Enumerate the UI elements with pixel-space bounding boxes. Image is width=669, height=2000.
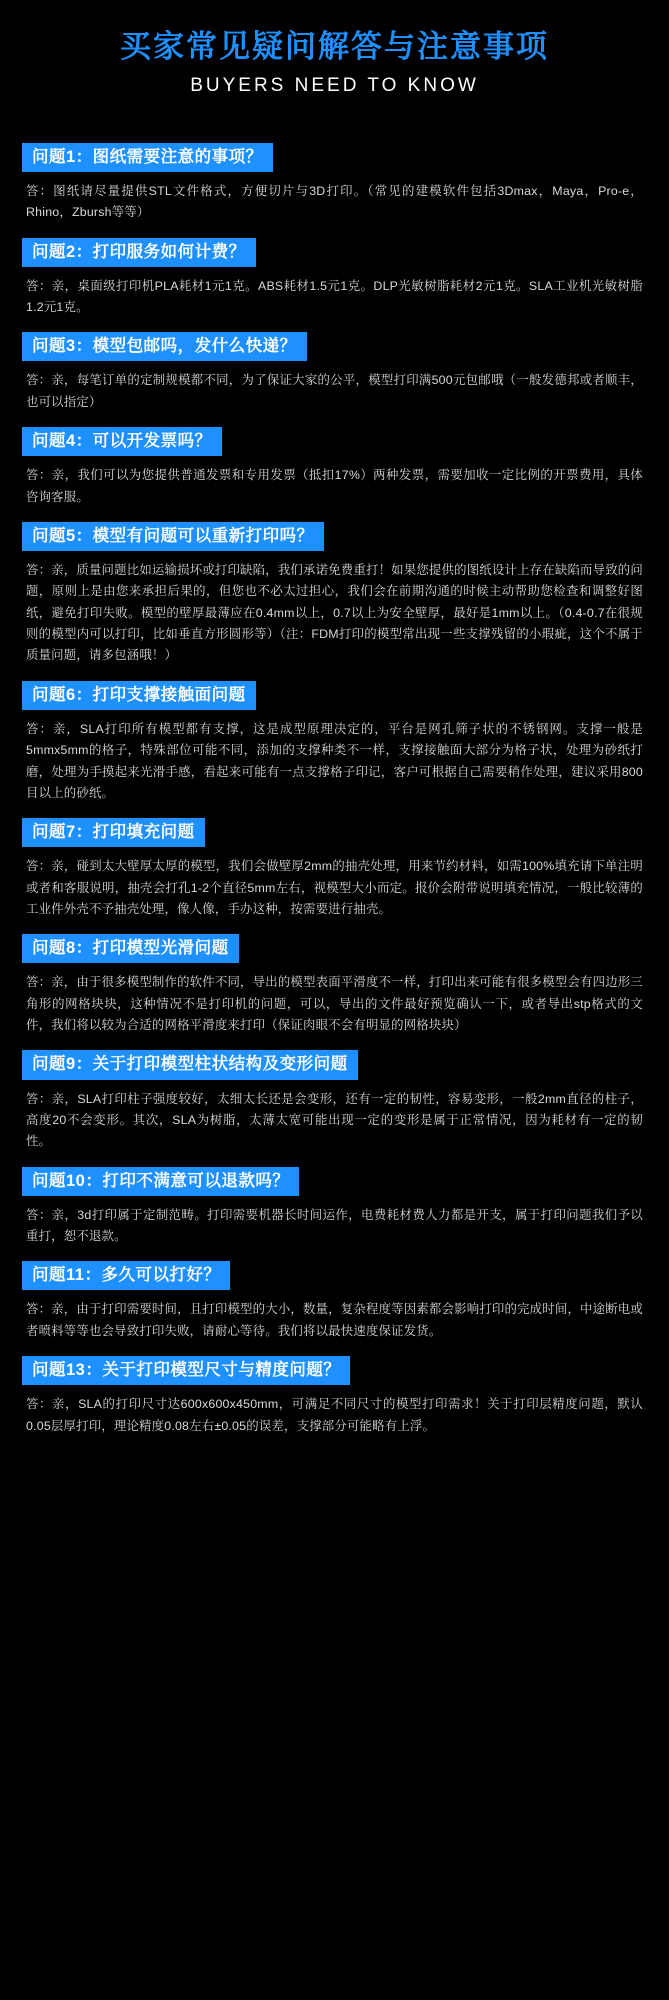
faq-answer: 答：亲，桌面级打印机PLA耗材1元1克。ABS耗材1.5元1克。DLP光敏树脂耗材2元1克。SLA工业机光敏树脂1.2元1克。 bbox=[26, 278, 643, 315]
faq-question: 问题13：关于打印模型尺寸与精度问题？ bbox=[22, 1356, 350, 1385]
page-header bbox=[0, 0, 669, 143]
faq-question: 问题4：可以开发票吗？ bbox=[22, 427, 222, 456]
faq-item bbox=[22, 522, 647, 667]
faq-answer: 答：亲，每笔订单的定制规模都不同，为了保证大家的公平，模型打印满500元包邮哦（一般发德邦或者顺丰，也可以指定） bbox=[26, 373, 643, 409]
faq-answer: 答：亲，SLA的打印尺寸达600x600x450mm，可满足不同尺寸的模型打印需求！关于打印层精度问题，默认0.05层厚打印，理论精度0.08左右±0.05的误差，支撑部分可能略有上浮。 bbox=[26, 1397, 643, 1433]
faq-question: 问题9：关于打印模型柱状结构及变形问题 bbox=[22, 1050, 358, 1079]
faq-item bbox=[22, 332, 647, 413]
faq-item bbox=[22, 818, 647, 920]
faq-question: 问题10：打印不满意可以退款吗？ bbox=[22, 1167, 299, 1196]
faq-question: 问题8：打印模型光滑问题 bbox=[22, 934, 239, 963]
faq-list bbox=[0, 143, 669, 1437]
faq-question: 问题11：多久可以打好？ bbox=[22, 1261, 230, 1290]
faq-question: 问题7：打印填充问题 bbox=[22, 818, 205, 847]
faq-answer: 答：亲，我们可以为您提供普通发票和专用发票（抵扣17%）两种发票，需要加收一定比例的开票费用，具体咨询客服。 bbox=[26, 468, 643, 504]
page-bottom-spacer bbox=[0, 1451, 669, 1461]
faq-question: 问题5：模型有问题可以重新打印吗？ bbox=[22, 522, 324, 551]
faq-answer: 答：图纸请尽量提供STL文件格式，方便切片与3D打印。（常见的建模软件包括3Dmax，Maya，Pro-e，Rhino，Zbursh等等） bbox=[26, 183, 643, 220]
faq-question: 问题3：模型包邮吗，发什么快递？ bbox=[22, 332, 307, 361]
faq-answer: 答：亲，由于打印需要时间，且打印模型的大小，数量，复杂程度等因素都会影响打印的完成时间，中途断电或者喷料等等也会导致打印失败，请耐心等待。我们将以最快速度保证发货。 bbox=[26, 1302, 643, 1338]
faq-answer: 答：亲，SLA打印所有模型都有支撑，这是成型原理决定的，平台是网孔筛子状的不锈钢网。支撑一般是5mmx5mm的格子，特殊部位可能不同，添加的支撑种类不一样，支撑接触面大部分为格子状，处理为砂纸打磨，处理为手摸起来光滑手感，看起来可能有一点支撑格子印记，客户可根据自己需要稍作处理，建议采用800目以上的砂纸。 bbox=[26, 721, 643, 800]
faq-item bbox=[22, 1167, 647, 1248]
faq-question: 问题2：打印服务如何计费？ bbox=[22, 238, 256, 267]
faq-item bbox=[22, 681, 647, 804]
faq-answer: 答：亲，碰到太大壁厚太厚的模型，我们会做壁厚2mm的抽壳处理，用来节约材料，如需100%填充请下单注明或者和客服说明，抽壳会打孔1-2个直径5mm左右，视模型大小而定。报价会附带说明填充情况，一般比较薄的工业件外壳不予抽壳处理，像人像，手办这种，按需要进行抽壳。 bbox=[26, 859, 643, 916]
faq-question: 问题1：图纸需要注意的事项？ bbox=[22, 143, 273, 172]
page-title: 买家常见疑问解答与注意事项 bbox=[120, 29, 549, 64]
faq-item bbox=[22, 1050, 647, 1152]
faq-item bbox=[22, 143, 647, 224]
faq-item bbox=[22, 1261, 647, 1342]
faq-answer: 答：亲，SLA打印柱子强度较好，太细太长还是会变形，还有一定的韧性，容易变形，一般2mm直径的柱子，高度20不会变形。其次，SLA为树脂，太薄太宽可能出现一定的变形是属于正常情况，因为耗材有一定的韧性。 bbox=[26, 1091, 643, 1149]
page-subtitle: BUYERS NEED TO KNOW bbox=[190, 74, 479, 96]
faq-item bbox=[22, 427, 647, 508]
faq-answer: 答：亲，质量问题比如运输损坏或打印缺陷，我们承诺免费重打！如果您提供的图纸设计上存在缺陷而导致的问题，原则上是由您来承担后果的，但您也不必太过担心，我们会在前期沟通的时候主动帮助您检查和调整好图纸，避免打印失败。模型的壁厚最薄应在0.4mm以上，0.7以上为安全壁厚，最好是1mm以上。（0.4-0.7在很规则的模型内可以打印，比如垂直方形圆形等）（注：FDM打印的模型常出现一些支撑残留的小瑕疵，这个不属于质量问题，请多包涵哦！） bbox=[26, 563, 643, 663]
faq-item bbox=[22, 1356, 647, 1437]
faq-item bbox=[22, 238, 647, 319]
faq-answer: 答：亲，由于很多模型制作的软件不同，导出的模型表面平滑度不一样，打印出来可能有很多模型会有四边形三角形的网格块块，这种情况不是打印机的问题，可以，导出的文件最好预览确认一下，或者导出stp格式的文件，我们将以较为合适的网格平滑度来打印（保证肉眼不会有明显的网格块块） bbox=[26, 975, 643, 1033]
faq-question: 问题6：打印支撑接触面问题 bbox=[22, 681, 256, 710]
faq-answer: 答：亲，3d打印属于定制范畴。打印需要机器长时间运作，电费耗材费人力都是开支，属于打印问题我们予以重打，恕不退款。 bbox=[26, 1207, 643, 1244]
faq-item bbox=[22, 934, 647, 1036]
